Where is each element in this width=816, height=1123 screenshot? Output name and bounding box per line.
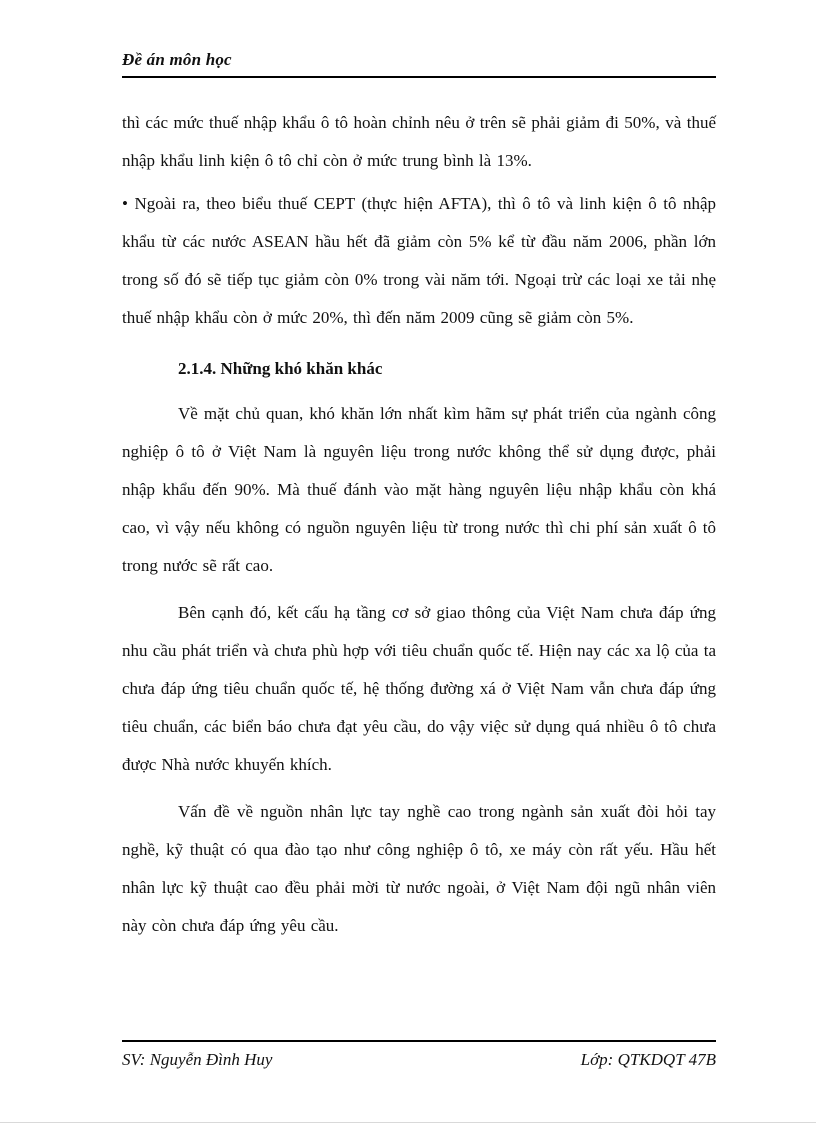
document-body xyxy=(122,104,716,950)
header-title: Đề án môn học xyxy=(122,50,232,69)
paragraph-subjective: Về mặt chủ quan, khó khăn lớn nhất kìm hãm sự phát triển của ngành công nghiệp ô tô ở Việt Nam là nguyên liệu trong nước không thể sử dụng được, phải nhập khẩu đến 90%. Mà thuế đánh vào mặt hàng nguyên liệu nhập khẩu còn khá cao, vì vậy nếu không có nguồn nguyên liệu từ trong nước thì chi phí sản xuất ô tô trong nước sẽ rất cao. xyxy=(122,404,716,575)
paragraph-workforce: Vấn đề về nguồn nhân lực tay nghề cao trong ngành sản xuất đòi hỏi tay nghề, kỹ thuật có qua đào tạo như công nghiệp ô tô, xe máy còn rất yếu. Hầu hết nhân lực kỹ thuật cao đều phải mời từ nước ngoài, ở Việt Nam đội ngũ nhân viên này còn chưa đáp ứng yêu cầu. xyxy=(122,802,716,935)
paragraph-bullet: • Ngoài ra, theo biểu thuế CEPT (thực hiện AFTA), thì ô tô và linh kiện ô tô nhập khẩu từ các nước ASEAN hầu hết đã giảm còn 5% kể từ đầu năm 2006, phần lớn trong số đó sẽ tiếp tục giảm còn 0% trong vài năm tới. Ngoại trừ các loại xe tải nhẹ thuế nhập khẩu còn ở mức 20%, thì đến năm 2009 cũng sẽ giảm còn 5%. xyxy=(122,194,716,327)
footer-class-name: Lớp: QTKDQT 47B xyxy=(580,1050,716,1069)
page-header xyxy=(122,50,716,78)
page-footer xyxy=(122,1040,716,1070)
footer-student-name: SV: Nguyễn Đình Huy xyxy=(122,1050,273,1069)
paragraph-infrastructure: Bên cạnh đó, kết cấu hạ tầng cơ sở giao thông của Việt Nam chưa đáp ứng nhu cầu phát triển và chưa phù hợp với tiêu chuẩn quốc tế. Hiện nay các xa lộ của ta chưa đáp ứng tiêu chuẩn quốc tế, hệ thống đường xá ở Việt Nam vẫn chưa đáp ứng tiêu chuẩn, các biển báo chưa đạt yêu cầu, do vậy việc sử dụng quá nhiều ô tô chưa được Nhà nước khuyến khích. xyxy=(122,603,716,774)
section-heading: 2.1.4. Những khó khăn khác xyxy=(178,359,383,378)
paragraph-intro: thì các mức thuế nhập khẩu ô tô hoàn chỉnh nêu ở trên sẽ phải giảm đi 50%, và thuế nhập khẩu linh kiện ô tô chỉ còn ở mức trung bình là 13%. xyxy=(122,113,716,170)
